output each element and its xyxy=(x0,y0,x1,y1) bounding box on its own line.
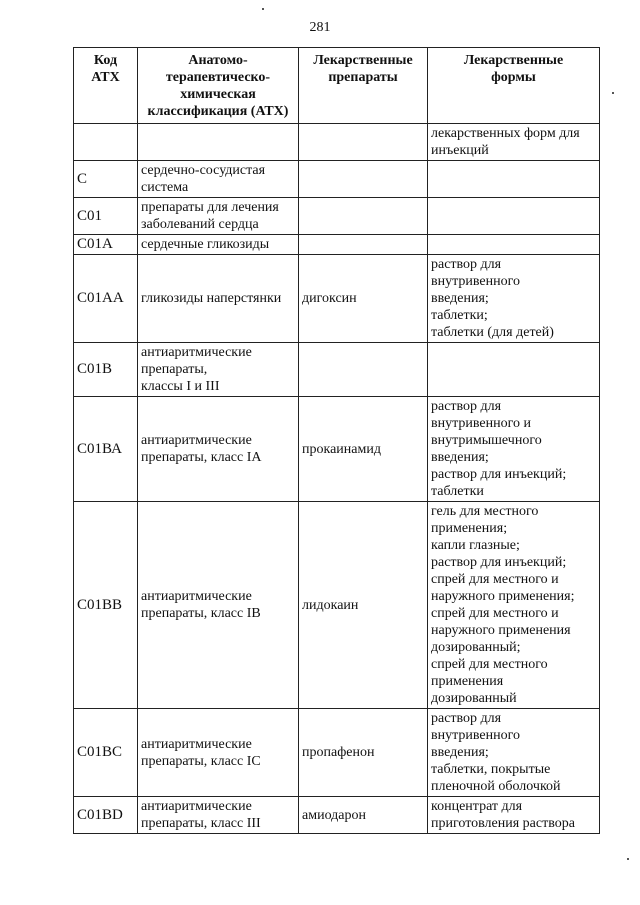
dosage-forms-cell xyxy=(428,397,600,502)
table-row xyxy=(74,397,600,502)
dosage-form-line: инъекций xyxy=(431,143,489,158)
classification-cell xyxy=(138,235,299,255)
classification-line: препараты, класс IB xyxy=(141,606,261,621)
table-row xyxy=(74,343,600,397)
dosage-form-line: таблетки xyxy=(431,484,484,499)
dosage-forms-cell xyxy=(428,235,600,255)
table-row xyxy=(74,502,600,709)
classification-line: антиаритмические xyxy=(141,736,252,752)
atx-code-cell: С xyxy=(74,161,138,198)
classification-line: классы I и III xyxy=(141,379,220,394)
table-row xyxy=(74,161,600,198)
classification-line: антиаритмические xyxy=(141,345,252,360)
dosage-form-line: применения xyxy=(431,674,504,689)
dosage-form-line: капли глазные; xyxy=(431,538,520,553)
table-header-row xyxy=(74,48,600,124)
atx-drug-table xyxy=(73,47,600,834)
header-code: Код ATX xyxy=(74,48,138,124)
dosage-form-line: спрей для местного и xyxy=(431,606,559,621)
dosage-form-line: наружного применения xyxy=(431,623,571,638)
classification-line: препараты для лечения xyxy=(141,200,279,215)
dosage-form-line: спрей для местного xyxy=(431,657,548,672)
classification-line: сердечные гликозиды xyxy=(141,237,270,252)
drug-name-cell: прокаинамид xyxy=(299,397,428,502)
dosage-form-line: раствор для xyxy=(431,399,502,414)
dosage-form-line: внутривенного и xyxy=(431,416,531,431)
atx-code-cell: С01ВВ xyxy=(74,502,138,709)
classification-cell xyxy=(138,709,299,797)
classification-cell xyxy=(138,124,299,161)
header-forms: Лекарственные формы xyxy=(428,48,600,124)
dosage-forms-cell xyxy=(428,343,600,397)
page-number: 281 xyxy=(309,20,331,35)
atx-code-cell: С01А xyxy=(74,235,138,255)
drug-name-cell xyxy=(299,343,428,397)
dosage-form-line: введения; xyxy=(431,450,489,465)
classification-cell xyxy=(138,502,299,709)
dosage-form-line: концентрат для xyxy=(431,799,523,814)
classification-line: гликозиды наперстянки xyxy=(141,291,282,306)
dosage-form-line: внутривенного xyxy=(431,274,521,289)
dosage-form-line: внутривенного xyxy=(431,728,521,743)
classification-line: заболеваний сердца xyxy=(141,217,259,232)
dosage-form-line: пленочной оболочкой xyxy=(431,779,561,794)
atx-code-cell: С01BD xyxy=(74,797,138,834)
drug-name-cell xyxy=(299,198,428,235)
atx-code-cell: С01ВА xyxy=(74,397,138,502)
atx-code-cell: С01В xyxy=(74,343,138,397)
atx-code-cell: С01 xyxy=(74,198,138,235)
scan-speck xyxy=(262,8,264,10)
dosage-form-line: раствор для инъекций; xyxy=(431,467,567,482)
table-row xyxy=(74,797,600,834)
drug-name-cell: дигоксин xyxy=(299,255,428,343)
classification-line: антиаритмические xyxy=(141,433,252,448)
classification-line: антиаритмические xyxy=(141,589,252,604)
dosage-form-line: таблетки (для детей) xyxy=(431,325,554,340)
classification-line: сердечно-сосудистая xyxy=(141,163,266,178)
atx-code-cell xyxy=(74,124,138,161)
classification-line: антиаритмические xyxy=(141,799,252,814)
classification-cell xyxy=(138,343,299,397)
classification-cell xyxy=(138,198,299,235)
dosage-form-line: гель для местного xyxy=(431,504,539,519)
dosage-form-line: введения; xyxy=(431,745,489,760)
atx-code-cell: С01АА xyxy=(74,255,138,343)
dosage-form-line: наружного применения; xyxy=(431,589,575,604)
drug-name-cell xyxy=(299,161,428,198)
scan-speck xyxy=(612,92,614,94)
classification-line: препараты, xyxy=(141,362,208,377)
dosage-form-line: внутримышечного xyxy=(431,433,542,448)
table-row xyxy=(74,235,600,255)
table-row xyxy=(74,198,600,235)
dosage-form-line: приготовления раствора xyxy=(431,816,575,831)
drug-name-cell: амиодарон xyxy=(299,797,428,834)
dosage-forms-cell xyxy=(428,161,600,198)
drug-name-cell: лидокаин xyxy=(299,502,428,709)
dosage-forms-cell xyxy=(428,709,600,797)
atx-code-cell: С01ВС xyxy=(74,709,138,797)
dosage-forms-cell xyxy=(428,255,600,343)
classification-cell xyxy=(138,161,299,198)
header-classification: Анатомо- терапевтическо- химическая классификация (АТХ) xyxy=(138,48,299,124)
drug-name-cell xyxy=(299,235,428,255)
table-row xyxy=(74,124,600,161)
dosage-form-line: таблетки; xyxy=(431,308,488,323)
classification-cell xyxy=(138,797,299,834)
classification-line: система xyxy=(141,180,189,195)
dosage-forms-cell xyxy=(428,502,600,709)
dosage-form-line: дозированный xyxy=(431,691,517,706)
dosage-forms-cell xyxy=(428,198,600,235)
table-body xyxy=(74,124,600,834)
dosage-form-line: раствор для инъекций; xyxy=(431,555,567,570)
classification-line: препараты, класс IA xyxy=(141,450,262,465)
scan-speck xyxy=(627,858,629,860)
classification-line: препараты, класс III xyxy=(141,816,261,831)
drug-name-cell xyxy=(299,124,428,161)
classification-cell xyxy=(138,255,299,343)
dosage-form-line: применения; xyxy=(431,521,508,536)
classification-line: препараты, класс IC xyxy=(141,753,261,769)
dosage-form-line: таблетки, покрытые xyxy=(431,762,551,777)
drug-name-cell: пропафенон xyxy=(299,709,428,797)
dosage-form-line: раствор для xyxy=(431,711,502,726)
dosage-form-line: дозированный; xyxy=(431,640,521,655)
dosage-form-line: лекарственных форм для xyxy=(431,126,580,141)
dosage-form-line: введения; xyxy=(431,291,489,306)
header-drugs: Лекарственные препараты xyxy=(299,48,428,124)
dosage-forms-cell xyxy=(428,797,600,834)
dosage-form-line: спрей для местного и xyxy=(431,572,559,587)
table-row xyxy=(74,709,600,797)
classification-cell xyxy=(138,397,299,502)
dosage-form-line: раствор для xyxy=(431,257,502,272)
table-row xyxy=(74,255,600,343)
dosage-forms-cell xyxy=(428,124,600,161)
